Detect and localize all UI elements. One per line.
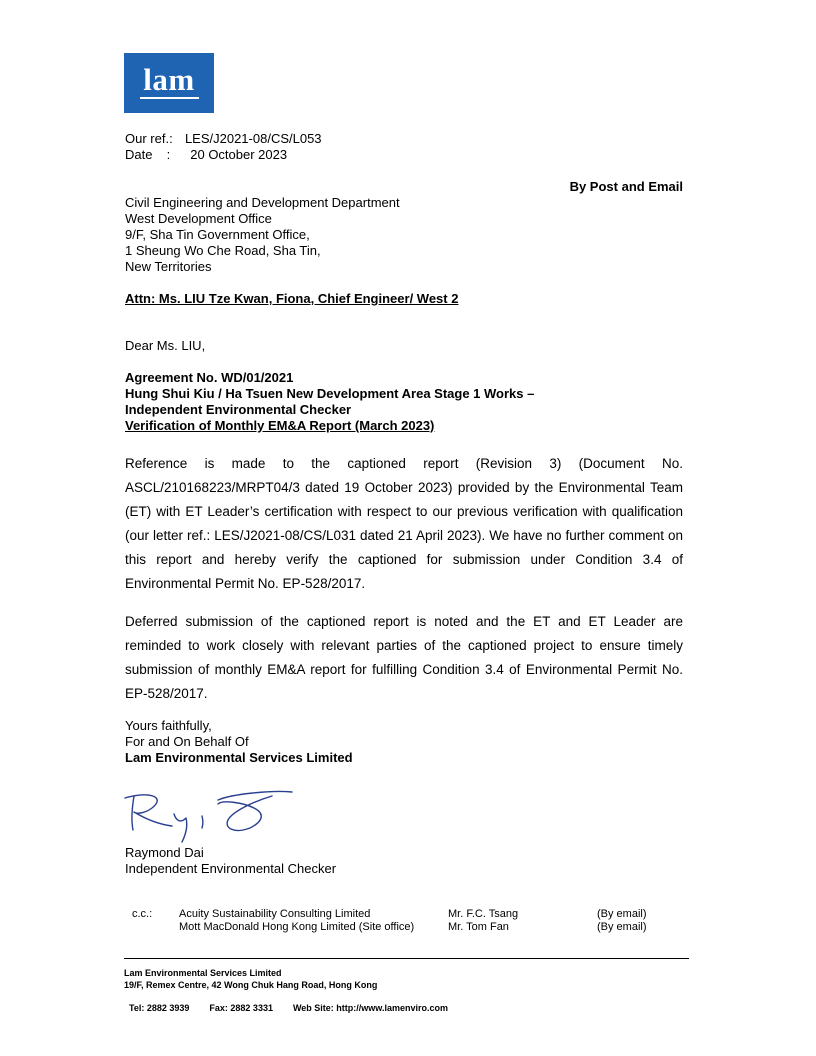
signatory-title: Independent Environmental Checker bbox=[125, 861, 337, 876]
cc-person: Mr. F.C. Tsang bbox=[448, 908, 519, 920]
date-label: Date bbox=[125, 147, 153, 162]
subject-project: Hung Shui Kiu / Ha Tsuen New Development Area Stage 1 Works – bbox=[125, 386, 535, 401]
recipient-line: Civil Engineering and Development Department bbox=[125, 195, 400, 210]
footer-website: Web Site: http://www.lamenviro.com bbox=[292, 1003, 448, 1013]
cc-person: Mr. Tom Fan bbox=[448, 921, 509, 933]
footer-divider bbox=[124, 958, 689, 959]
attention-line: Attn: Ms. LIU Tze Kwan, Fiona, Chief Engineer/ West 2 bbox=[125, 291, 459, 306]
footer-contact-row bbox=[124, 992, 448, 1014]
subject-agreement: Agreement No. WD/01/2021 bbox=[125, 370, 294, 385]
subject-block bbox=[125, 370, 534, 434]
recipient-line: 9/F, Sha Tin Government Office, bbox=[125, 227, 310, 242]
salutation: Dear Ms. LIU, bbox=[125, 338, 206, 353]
our-ref-row bbox=[125, 131, 322, 147]
closing-line: Yours faithfully, bbox=[125, 718, 212, 733]
closing-block bbox=[125, 718, 353, 766]
logo-underline bbox=[140, 97, 199, 99]
date-row bbox=[125, 147, 287, 163]
subject-title: Verification of Monthly EM&A Report (March 2023) bbox=[125, 418, 435, 433]
our-ref-value: LES/J2021-08/CS/L053 bbox=[184, 131, 322, 146]
footer-company: Lam Environmental Services Limited bbox=[124, 968, 282, 978]
date-separator: : bbox=[166, 147, 171, 162]
cc-org: Mott MacDonald Hong Kong Limited (Site office) bbox=[179, 921, 415, 933]
footer-address: 19/F, Remex Centre, 42 Wong Chuk Hang Road, Hong Kong bbox=[124, 980, 378, 990]
logo-text: lam bbox=[143, 62, 195, 97]
cc-org: Acuity Sustainability Consulting Limited bbox=[179, 908, 371, 920]
signatory-name: Raymond Dai bbox=[125, 845, 204, 860]
our-ref-label: Our ref.: bbox=[125, 131, 173, 146]
closing-line: For and On Behalf Of bbox=[125, 734, 249, 749]
recipient-line: New Territories bbox=[125, 259, 212, 274]
cc-label: c.c.: bbox=[132, 908, 153, 920]
body-paragraph-1: Reference is made to the captioned report (Revision 3) (Document No. ASCL/210168223/MRPT04/3 dated 19 October 2023) provided by the Environmental Team (ET) with ET Leader’s certification with respect to our previous verification with qualification (our letter ref.: LES/J2021-08/CS/L031 dated 21 April 2023). We have no further comment on this report and hereby verify the captioned for submission under Condition 3.4 of Environmental Permit No. EP-528/2017. bbox=[125, 456, 683, 591]
signatory-block bbox=[125, 845, 336, 877]
footer-fax: Fax: 2882 3331 bbox=[209, 1003, 273, 1013]
recipient-line: 1 Sheung Wo Che Road, Sha Tin, bbox=[125, 243, 321, 258]
company-logo bbox=[124, 53, 214, 113]
footer-tel: Tel: 2882 3939 bbox=[129, 1003, 190, 1013]
cc-method: (By email) bbox=[597, 908, 647, 920]
subject-role: Independent Environmental Checker bbox=[125, 402, 352, 417]
cc-method: (By email) bbox=[597, 921, 647, 933]
recipient-address bbox=[125, 195, 400, 275]
recipient-line: West Development Office bbox=[125, 211, 272, 226]
closing-company: Lam Environmental Services Limited bbox=[125, 750, 353, 765]
date-value: 20 October 2023 bbox=[190, 147, 288, 162]
handwritten-signature bbox=[122, 788, 302, 844]
body-paragraph-2: Deferred submission of the captioned report is noted and the ET and ET Leader are reminded to work closely with relevant parties of the captioned project to ensure timely submission of monthly EM&A report for fulfilling Condition 3.4 of Environmental Permit No. EP-528/2017. bbox=[125, 614, 683, 701]
delivery-method: By Post and Email bbox=[569, 179, 683, 194]
